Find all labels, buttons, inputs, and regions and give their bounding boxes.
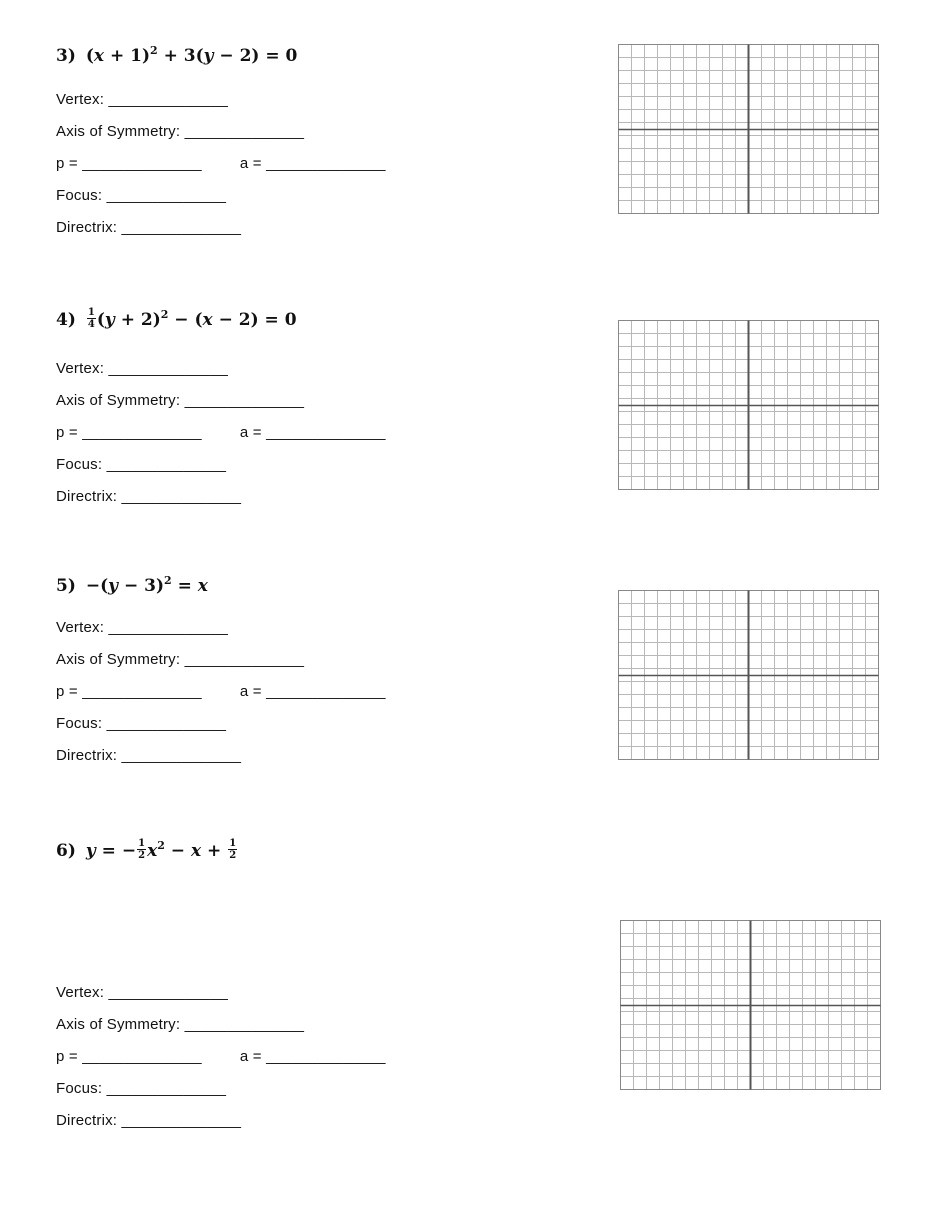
problem-number: 6) <box>56 841 76 861</box>
directrix-field[interactable]: Directrix: ______________ <box>56 219 242 236</box>
equation-expression: $-(y - 3)^2 = x$ <box>85 574 208 596</box>
equation <box>56 46 297 66</box>
equation <box>56 576 208 596</box>
directrix-field[interactable]: Directrix: ______________ <box>56 1112 242 1129</box>
vertex-field[interactable]: Vertex: ______________ <box>56 360 229 377</box>
equation <box>56 309 297 332</box>
graph-grid-5[interactable] <box>618 590 881 763</box>
directrix-field[interactable]: Directrix: ______________ <box>56 747 242 764</box>
answer-fields <box>56 977 386 1137</box>
p-a-fields[interactable]: p = ______________ a = ______________ <box>56 1048 386 1065</box>
answer-fields <box>56 84 386 244</box>
equation-expression: $\frac{1}{4}$ $(y + 2)^2 - (x - 2) = 0$ <box>87 307 297 330</box>
equation-expression: y = − $\frac{1}{2}$ $x^2 - x$ + $\frac{1}{2}$ <box>85 838 237 861</box>
axis-of-symmetry-field[interactable]: Axis of Symmetry: ______________ <box>56 651 305 668</box>
vertex-field[interactable]: Vertex: ______________ <box>56 619 229 636</box>
answer-fields <box>56 612 386 772</box>
vertex-field[interactable]: Vertex: ______________ <box>56 91 229 108</box>
focus-field[interactable]: Focus: ______________ <box>56 1080 227 1097</box>
axis-of-symmetry-field[interactable]: Axis of Symmetry: ______________ <box>56 392 305 409</box>
graph-grid-3[interactable] <box>618 44 881 217</box>
problem-number: 3) <box>56 46 76 66</box>
focus-field[interactable]: Focus: ______________ <box>56 187 227 204</box>
p-a-fields[interactable]: p = ______________ a = ______________ <box>56 424 386 441</box>
answer-fields <box>56 353 386 513</box>
equation <box>56 840 238 863</box>
focus-field[interactable]: Focus: ______________ <box>56 715 227 732</box>
directrix-field[interactable]: Directrix: ______________ <box>56 488 242 505</box>
p-a-fields[interactable]: p = ______________ a = ______________ <box>56 683 386 700</box>
p-a-fields[interactable]: p = ______________ a = ______________ <box>56 155 386 172</box>
graph-grid-6[interactable] <box>620 920 883 1093</box>
axis-of-symmetry-field[interactable]: Axis of Symmetry: ______________ <box>56 1016 305 1033</box>
problem-number: 4) <box>56 310 76 330</box>
equation-expression: $(x + 1)^2 + 3(y - 2) = 0$ <box>85 44 298 66</box>
vertex-field[interactable]: Vertex: ______________ <box>56 984 229 1001</box>
axis-of-symmetry-field[interactable]: Axis of Symmetry: ______________ <box>56 123 305 140</box>
focus-field[interactable]: Focus: ______________ <box>56 456 227 473</box>
graph-grid-4[interactable] <box>618 320 881 493</box>
problem-number: 5) <box>56 576 76 596</box>
